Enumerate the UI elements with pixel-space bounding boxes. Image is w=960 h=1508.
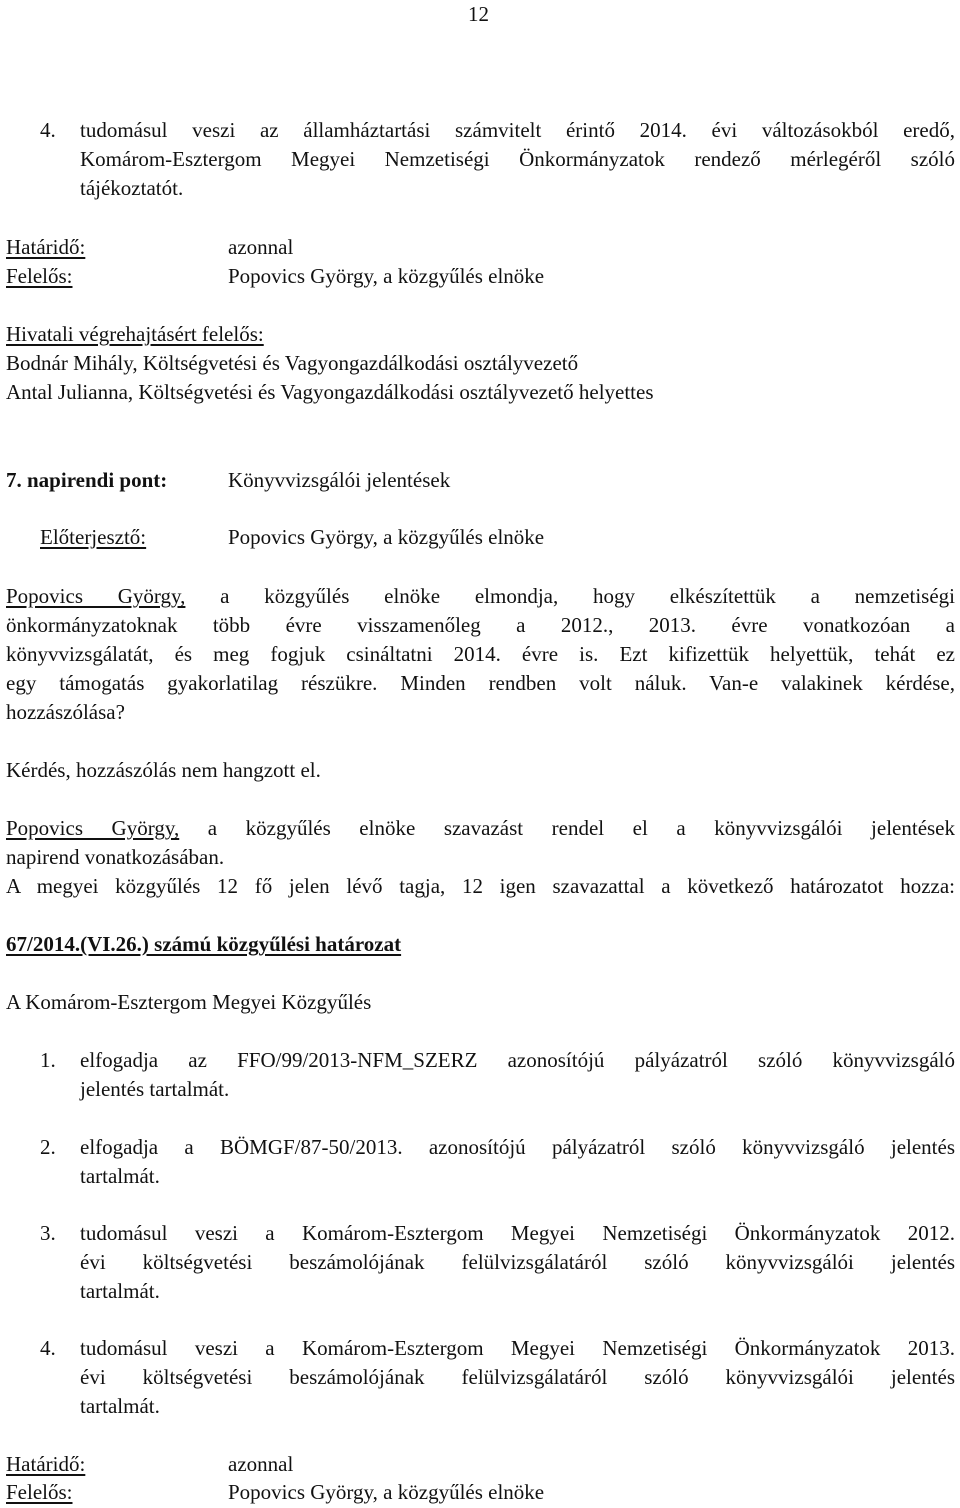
speech-1-line: önkormányzatoknak több évre visszamenőleg a 2012., 2013. évre vonatkozóan a bbox=[6, 613, 955, 637]
speech-1-line: hozzászólása? bbox=[6, 700, 125, 724]
speech-1-line: Popovics György, a közgyűlés elnöke elmondja, hogy elkészítettük a nemzetiségi bbox=[6, 584, 955, 608]
resolution-item-line: elfogadja az FFO/99/2013-NFM_SZERZ azonosítójú pályázatról szóló könyvvizsgáló bbox=[80, 1048, 955, 1072]
felelos-value: Popovics György, a közgyűlés elnöke bbox=[228, 264, 545, 288]
resolution-body-heading: A Komárom-Esztergom Megyei Közgyűlés bbox=[6, 990, 372, 1014]
resolution-item-number: 3. bbox=[40, 1221, 56, 1245]
resolution-item-line: elfogadja a BÖMGF/87-50/2013. azonosítójú pályázatról szóló könyvvizsgáló jelentés bbox=[80, 1135, 955, 1159]
agenda-point-label: 7. napirendi pont: bbox=[6, 468, 168, 492]
resolution-item-line: évi költségvetési beszámolójának felülvizsgálatáról szóló könyvvizsgálói jelentés bbox=[80, 1365, 955, 1389]
top-item-line: tudomásul veszi az államháztartási számvitelt érintő 2014. évi változásokból eredő, bbox=[80, 118, 955, 142]
agenda-point-title: Könyvvizsgálói jelentések bbox=[228, 468, 451, 492]
office-execution-heading: Hivatali végrehajtásért felelős: bbox=[6, 322, 264, 346]
speech-2-line: napirend vonatkozásában. bbox=[6, 845, 225, 869]
resolution-title: 67/2014.(VI.26.) számú közgyűlési határozat bbox=[6, 932, 402, 956]
vote-line: A megyei közgyűlés 12 fő jelen lévő tagja, 12 igen szavazattal a következő határozatot hozza: bbox=[6, 874, 955, 898]
presenter-value: Popovics György, a közgyűlés elnöke bbox=[228, 525, 545, 549]
resolution-item bbox=[80, 1334, 955, 1421]
speech-1-speaker: Popovics György, bbox=[6, 584, 186, 608]
resolution-item-line: tartalmát. bbox=[80, 1394, 160, 1418]
page-number: 12 bbox=[468, 2, 489, 26]
speech-2-line: Popovics György, a közgyűlés elnöke szavazást rendel el a könyvvizsgálói jelentések bbox=[6, 816, 956, 840]
hatarido-label: Határidő: bbox=[6, 1452, 86, 1476]
felelos-value: Popovics György, a közgyűlés elnöke bbox=[228, 1480, 545, 1504]
hatarido-value: azonnal bbox=[228, 235, 294, 259]
speech-1-line: könyvvizsgálatát, és meg fogjuk csináltatni 2014. évre is. Ezt kifizettük helyettük, tehát ez bbox=[6, 642, 955, 666]
resolution-item-line: tartalmát. bbox=[80, 1164, 160, 1188]
top-item-text bbox=[80, 116, 955, 203]
resolution-item-line: jelentés tartalmát. bbox=[80, 1077, 230, 1101]
resolution-item-number: 1. bbox=[40, 1048, 56, 1072]
resolution-item-line: tudomásul veszi a Komárom-Esztergom Megyei Nemzetiségi Önkormányzatok 2012. bbox=[80, 1221, 955, 1245]
resolution-item-number: 4. bbox=[40, 1336, 56, 1360]
resolution-item-line: tudomásul veszi a Komárom-Esztergom Megyei Nemzetiségi Önkormányzatok 2013. bbox=[80, 1336, 955, 1360]
resolution-item-line: évi költségvetési beszámolójának felülvizsgálatáról szóló könyvvizsgálói jelentés bbox=[80, 1250, 955, 1274]
resolution-item bbox=[80, 1046, 955, 1104]
hatarido-value: azonnal bbox=[228, 1452, 294, 1476]
office-execution-line: Bodnár Mihály, Költségvetési és Vagyongazdálkodási osztályvezető bbox=[6, 351, 579, 375]
felelos-label: Felelős: bbox=[6, 264, 73, 288]
resolution-item bbox=[80, 1133, 955, 1191]
resolution-item-line: tartalmát. bbox=[80, 1279, 160, 1303]
resolution-item-number: 2. bbox=[40, 1135, 56, 1159]
speech-1-line: egy támogatás gyakorlatilag részükre. Minden rendben volt náluk. Van-e valakinek kérdése, bbox=[6, 671, 955, 695]
no-questions-note: Kérdés, hozzászólás nem hangzott el. bbox=[6, 758, 321, 782]
felelos-label: Felelős: bbox=[6, 1480, 73, 1504]
speech-2-speaker: Popovics György, bbox=[6, 816, 180, 840]
top-item-line: Komárom-Esztergom Megyei Nemzetiségi Önkormányzatok rendező mérlegéről szóló bbox=[80, 147, 955, 171]
resolution-item bbox=[80, 1219, 955, 1306]
top-item-number: 4. bbox=[40, 118, 56, 142]
hatarido-label: Határidő: bbox=[6, 235, 86, 259]
top-item-line: tájékoztatót. bbox=[80, 176, 184, 200]
presenter-label: Előterjesztő: bbox=[40, 525, 147, 549]
office-execution-line: Antal Julianna, Költségvetési és Vagyongazdálkodási osztályvezető helyettes bbox=[6, 380, 654, 404]
